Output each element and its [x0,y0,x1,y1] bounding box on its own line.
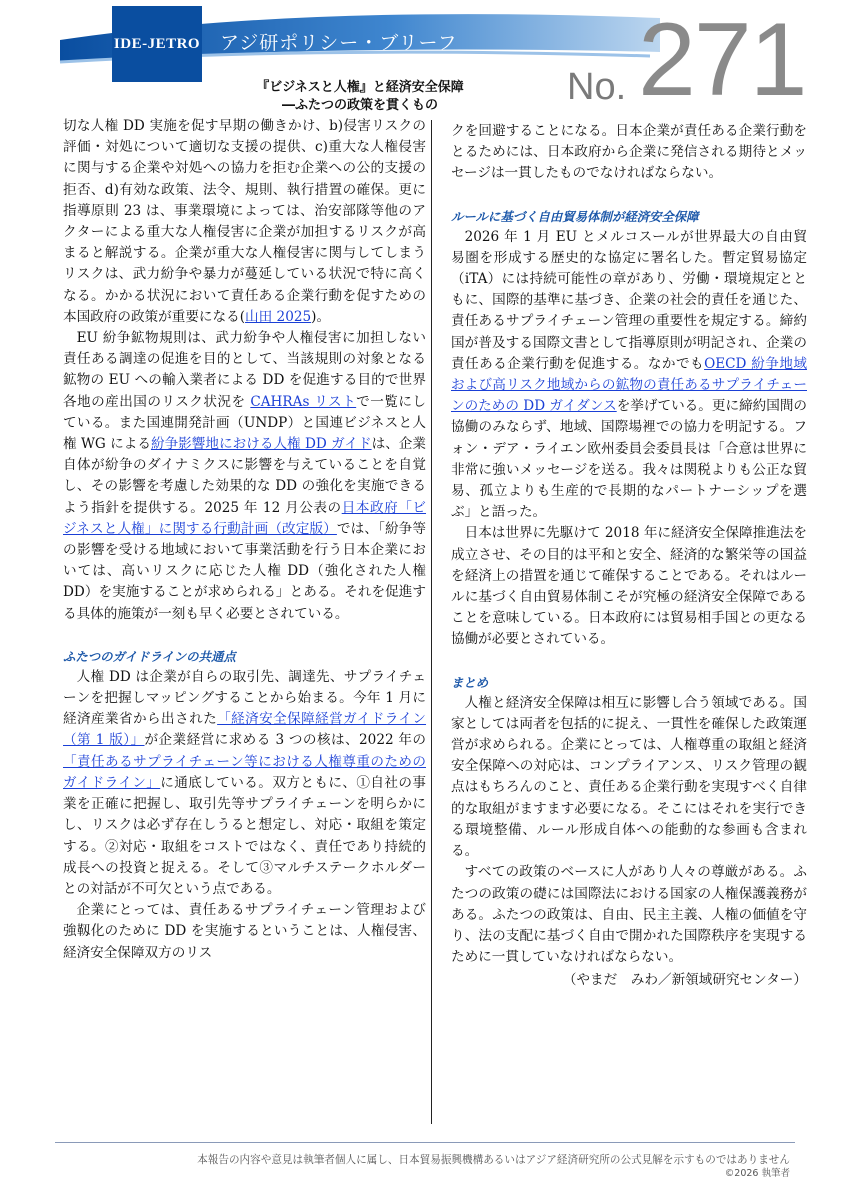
section-heading: まとめ [451,674,489,690]
ide-jetro-logo [112,6,202,82]
link-cahras-list[interactable]: CAHRAs リスト [250,393,357,410]
text-run: を挙げている。更に締約国間の協働のみならず、地域、国際場裡での協力を明記する。フォン・デア・ライエン欧州委員会委員長は「合意は世界に非常に強いメッセージを送る。我々は関税よりも公正な貿易、孤立よりも生産的で長期的なパートナーシップを選ぶ」と語った。 [451,398,808,521]
text-run: 人権 DD は企業が自らの取引先、調達先、サプライチェーンを把握しマッピングすることから始まる。今年 1 月に経済産業省から出された [63,668,426,728]
paragraph: 人権と経済安全保障は相互に影響し合う領域である。国家としては両者を包括的に捉え、一貫性を確保した政策運営が求められる。企業にとっては、人権尊重の取組と経済安全保障への対応は、コンプライアンス、リスク管理の観点はもちろんのこと、責任ある企業行動を実現すべく自律的な取組がますます必要になる。そこにはそれを実行できる環境整備、ルール形成自体への能動的な参画も含まれる。 [451,694,807,860]
paragraph: 日本は世界に先駆けて 2018 年に経済安全保障推進法を成立させ、その目的は平和と安全、経済的な繁栄等の国益を経済上の措置を通じて確保することである。それはルールに基づく自由貿易体制こそが究極の経済安全保障であることを意味している。日本政府には貿易相手国との更なる協働が必要とされている。 [451,525,807,648]
text-run: EU 紛争鉱物規則は、武力紛争や人権侵害に加担しない責任ある調達の促進を目的として、当該規則の対象となる鉱物の EU への輸入業者による DD を促進する目的で世界各地の産出国のリスク状況を [63,330,426,410]
text-run: では、「紛争等の影響を受ける地域において事業活動を行う日本企業においては、高いリスクに応じた人権 DD（強化された人権 DD）を実施することが求められる」とある。それを促進する具体的施策が一刻も早く必要とされている。 [63,520,426,622]
title-line-1: 『ビジネスと人権』と経済安全保障 [256,80,464,95]
link-yamada-2025[interactable]: 山田 2025 [245,308,312,325]
brief-header [0,0,849,130]
paragraph [63,328,426,625]
link-japan-action-plan[interactable]: 日本政府「ビジネスと人権」に関する行動計画（改定版） [63,499,427,537]
paragraph [63,116,426,328]
column-divider [431,120,432,1124]
link-supply-chain-guideline[interactable]: 「責任あるサプライチェーン等における人権尊重のためのガイドライン」 [63,753,426,791]
paragraph [63,667,426,900]
paragraph: クを回避することになる。日本企業が責任ある企業行動をとるためには、日本政府から企業に発信される期待とメッセージは一貫したものでなければならない。 [451,123,807,182]
text-run: が企業経営に求める 3 つの核は、2022 年の [144,732,426,749]
footer-copyright: ©2026 執筆者 [724,1168,790,1179]
paragraph [451,227,807,524]
issue-number-label: No. [567,66,627,108]
text-run: に通底している。双方ともに、①自社の事業を正確に把握し、取引先等サプライチェーンを明らかにし、リスクは必ず存在しうると想定し、対応・取組を策定する。②対応・取組をコストではなく、責任であり持続的成長への投資と捉える。そして③マルチステークホルダーとの対話が不可欠という点である。 [63,774,426,897]
left-column [63,116,426,964]
link-oecd-dd-guidance[interactable]: OECD 紛争地域および高リスク地域からの鉱物の責任あるサプライチェーンのための DD ガイダンス [451,355,807,415]
brief-title [200,79,520,115]
logo-text: IDE-JETRO [113,35,201,52]
footer [40,1153,790,1181]
link-conflict-dd-guide[interactable]: 紛争影響地における人権 DD ガイド [150,436,372,453]
author-signature: （やまだ みわ／新領域研究センター） [562,972,807,989]
text-run: は、企業自体が紛争のダイナミクスに影響を与えていることを自覚し、その影響を考慮した効果的な DD の強化を実施できるよう指針を提供する。2025 年 12 月公表の [63,436,427,516]
text-run: 2026 年 1 月 EU とメルコスールが世界最大の自由貿易圏を形成する歴史的な協定に署名した。暫定貿易協定（iTA）には持続可能性の章があり、労働・環境規定とともに、国際的基準に基づき、企業の社会的責任を通じた、責任あるサプライチェーン管理の重要性を規定する。締約国が普及する国際文書として指導原則が明記され、企業の責任ある企業行動を促進する。なかでも [451,228,807,372]
paragraph: 企業にとっては、責任あるサプライチェーン管理および強靱化のために DD を実施するということは、人権侵害、経済安全保障双方のリス [63,902,426,961]
text-run: )。 [311,308,331,325]
text-run: で一覧にしている。また国連開発計画（UNDP）と国連ビジネスと人権 WG による [63,393,426,453]
link-econ-security-guideline[interactable]: 「経済安全保障経営ガイドライン（第 1 版）」 [63,711,427,749]
title-line-2: ―ふたつの政策を貫くもの [281,98,438,113]
footer-rule [55,1142,795,1143]
section-heading: ふたつのガイドラインの共通点 [63,648,236,664]
paragraph: すべての政策のベースに人があり人々の尊厳がある。ふたつの政策の礎には国際法における国家の人権保護義務がある。ふたつの政策は、自由、民主主義、人権の価値を守り、法の支配に基づく自由で開かれた国際秩序を実現するために一貫していなければならない。 [451,864,807,966]
text-run: 切な人権 DD 実施を促す早期の働きかけ、b)侵害リスクの評価・対処について適切な支援の提供、c)重大な人権侵害に関与する企業や対処への協力を拒む企業への公的支援の拒否、d)有効な政策、法令、規則、執行措置の確保。更に指導原則 23 は、事業環境によっては、治安部隊等他のアクターによる重大な人権侵害に企業が加担するリスクが高まると解説する。企業が重大な人権侵害に関与してしまうリスクは、武力紛争や暴力が蔓延している状況で特に高くなる。かかる状況において責任ある企業行動を促すための本国政府の政策が重要になる( [63,118,426,325]
section-heading: ルールに基づく自由貿易体制が経済安全保障 [451,208,699,224]
footer-disclaimer: 本報告の内容や意見は執筆者個人に属し、日本貿易振興機構あるいはアジア経済研究所の公式見解を示すものではありません [197,1154,790,1166]
right-column [451,121,807,992]
series-title: アジ研ポリシー・ブリーフ [220,32,458,54]
issue-number: 271 [638,2,806,118]
